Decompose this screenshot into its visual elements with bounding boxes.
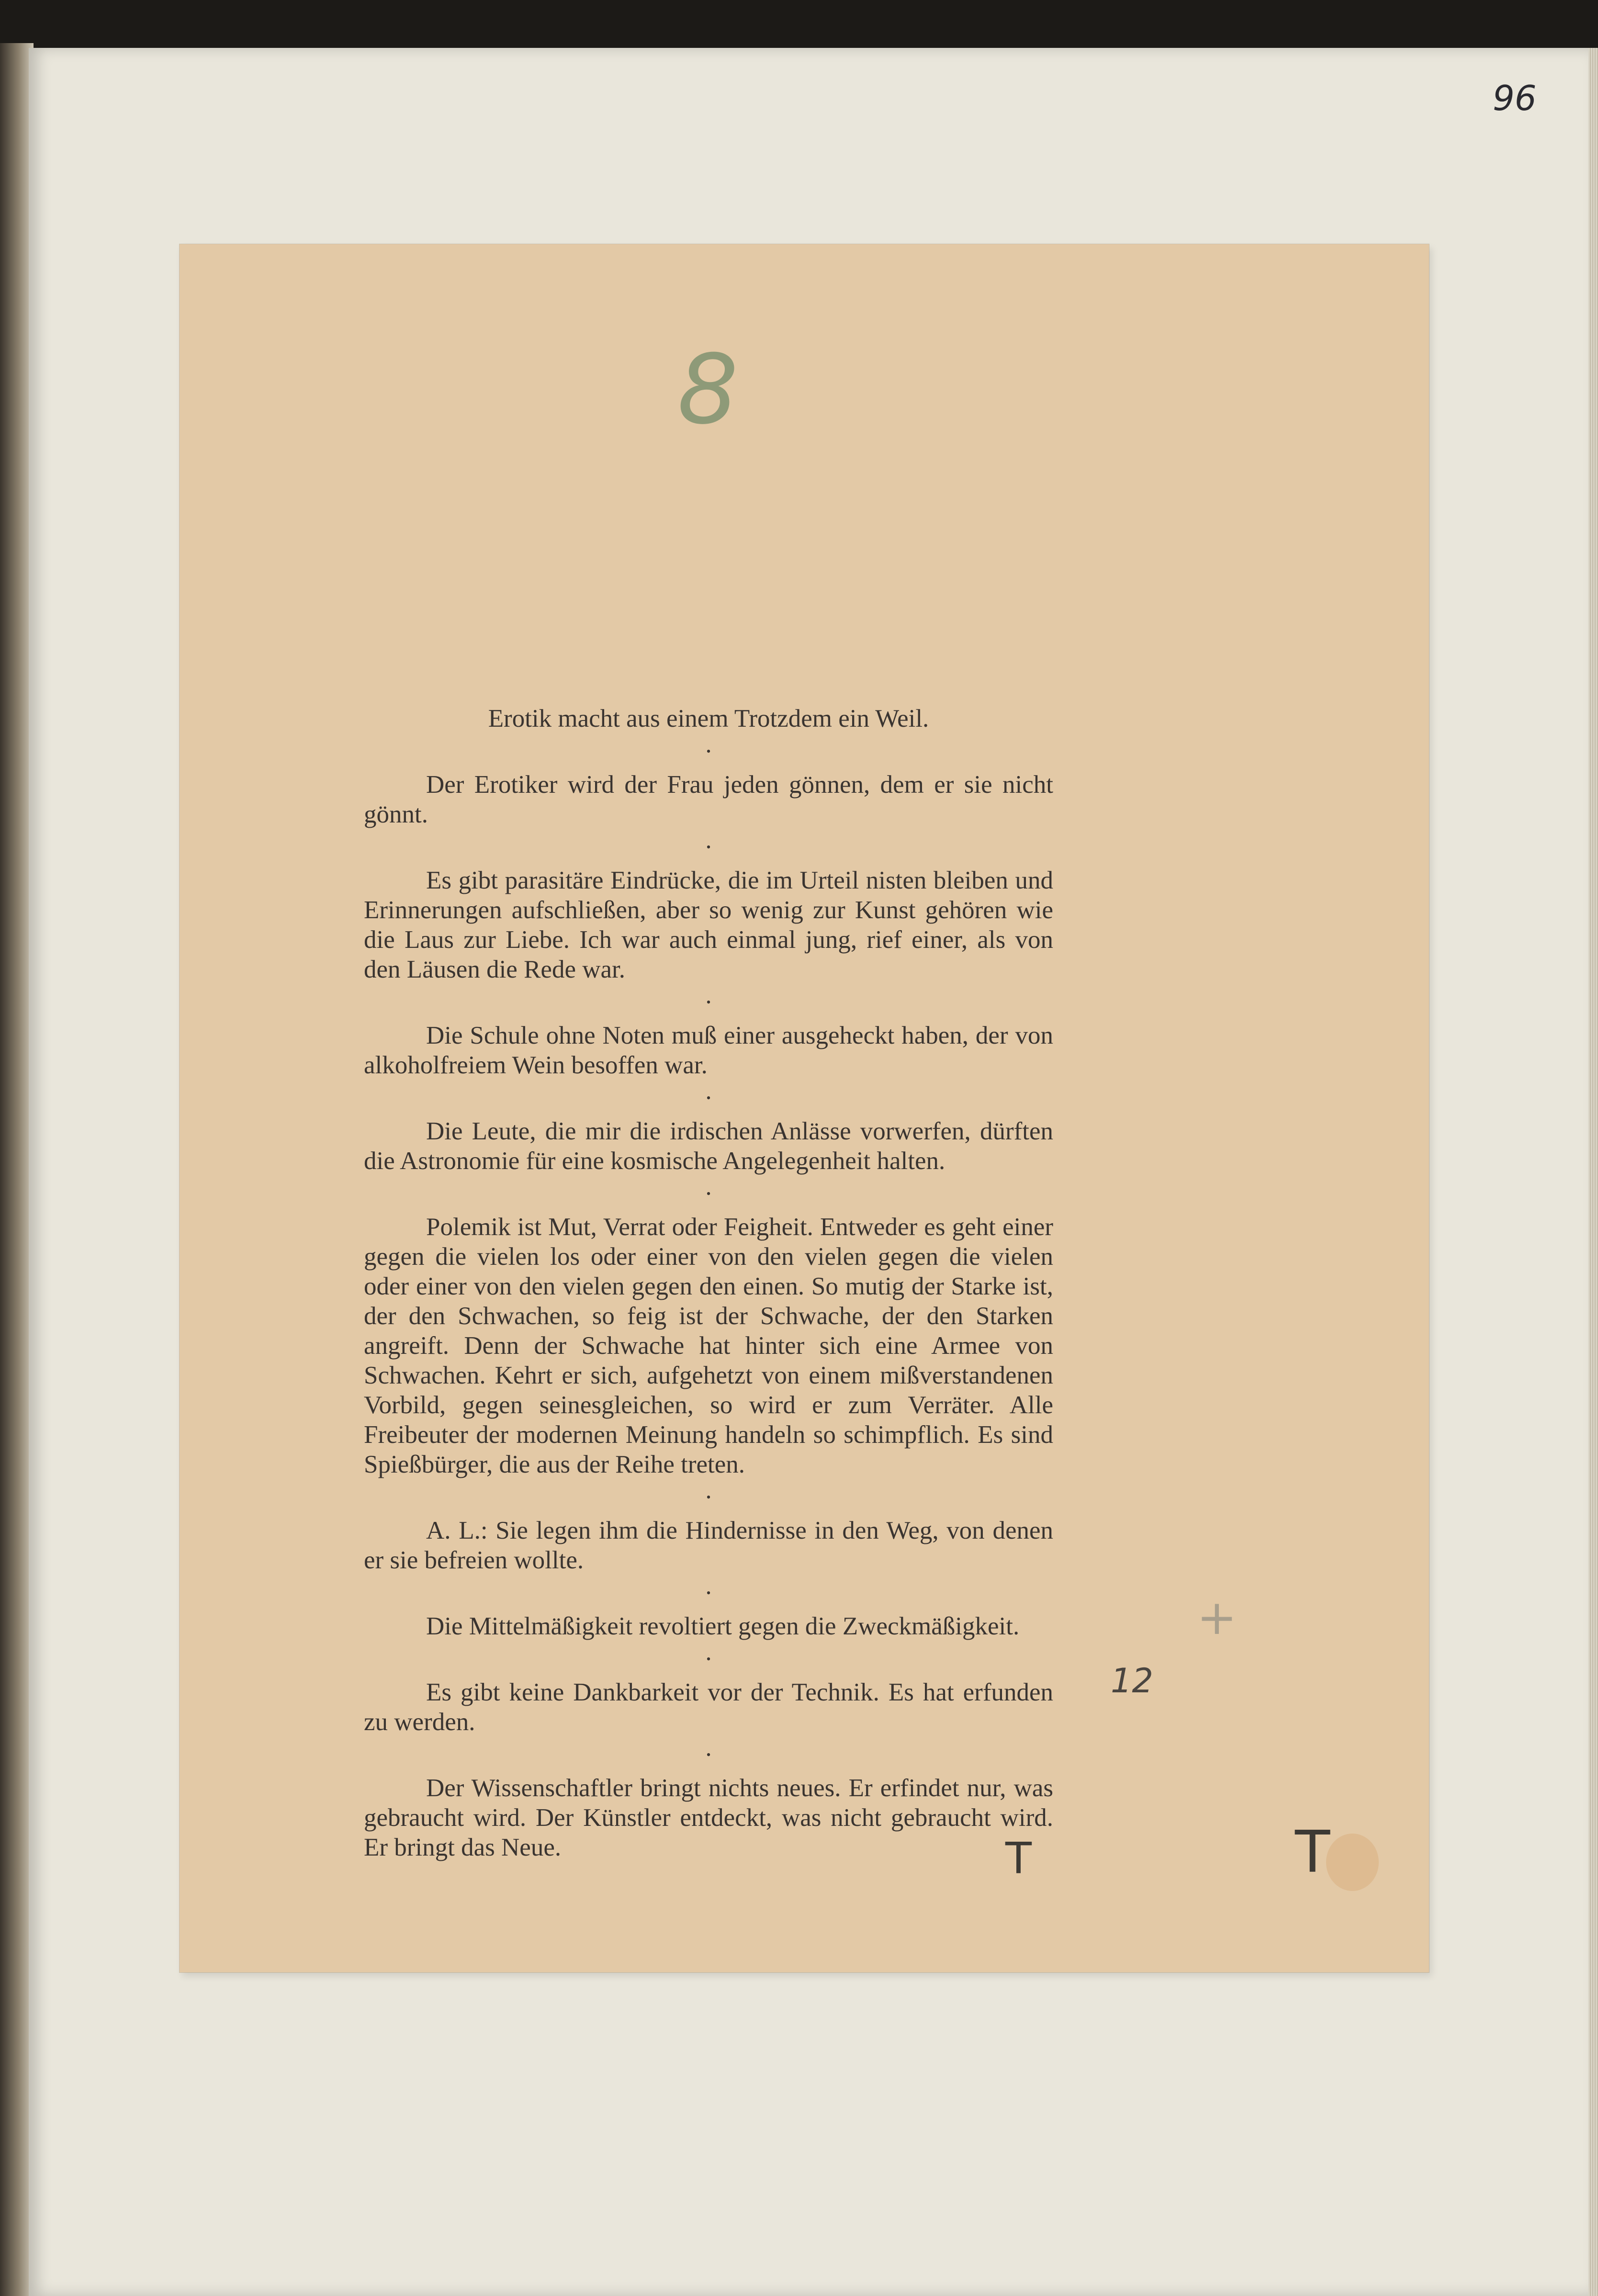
aphorism-text-block bbox=[364, 704, 1053, 1862]
aphorism-4: Die Schule ohne Noten muß einer ausgeheckt haben, der von alkoholfreiem Wein besoffen war. bbox=[364, 1022, 1053, 1079]
aphorism-10: Der Wissenschaftler bringt nichts neues. Er erfindet nur, was gebraucht wird. Der Künstler entdeckt, was nicht gebraucht wird. Er bringt das Neue. bbox=[364, 1774, 1053, 1861]
aphorism-3: Es gibt parasitäre Eindrücke, die im Urteil nisten bleiben und Erinnerungen aufschließen, aber so wenig zur Kunst gehören wie die Laus zur Liebe. Ich war auch einmal jung, rief einer, als von den Läusen die Rede war. bbox=[364, 867, 1053, 983]
separator-dot bbox=[364, 984, 1053, 1021]
separator-dot bbox=[364, 1641, 1053, 1677]
pencil-insert-mark: T bbox=[1295, 1819, 1330, 1886]
aphorism-8: Die Mittelmäßigkeit revoltiert gegen die Zweckmäßigkeit. bbox=[426, 1612, 1020, 1640]
page-edge bbox=[1588, 48, 1598, 2296]
separator-dot bbox=[364, 1176, 1053, 1212]
separator-dot bbox=[364, 1737, 1053, 1773]
pencil-cross-mark: + bbox=[1197, 1589, 1237, 1645]
separator-dot bbox=[364, 829, 1053, 866]
separator-dot bbox=[364, 1575, 1053, 1611]
aphorism-9: Es gibt keine Dankbarkeit vor der Technik. Es hat erfunden zu werden. bbox=[364, 1678, 1053, 1736]
aphorism-7: A. L.: Sie legen ihm die Hindernisse in den Weg, von denen er sie befreien wollte. bbox=[364, 1517, 1053, 1574]
stain bbox=[1326, 1834, 1379, 1891]
separator-dot bbox=[364, 733, 1053, 770]
aphorism-2: Der Erotiker wird der Frau jeden gönnen, dem er sie nicht gönnt. bbox=[364, 771, 1053, 828]
separator-dot bbox=[364, 1479, 1053, 1516]
clipping-page-number: 8 bbox=[677, 334, 739, 446]
separator-dot bbox=[364, 1080, 1053, 1116]
pencil-insert-mark-inline: T bbox=[1005, 1834, 1032, 1884]
aphorism-1: Erotik macht aus einem Trotzdem ein Weil. bbox=[488, 705, 929, 732]
folio-number: 96 bbox=[1493, 78, 1537, 118]
aphorism-5: Die Leute, die mir die irdischen Anlässe vorwerfen, dürften die Astronomie für eine kosmische Angelegenheit halten. bbox=[364, 1117, 1053, 1175]
pencil-margin-note: 12 bbox=[1111, 1661, 1154, 1700]
aphorism-6: Polemik ist Mut, Verrat oder Feigheit. Entweder es geht einer gegen die vielen los oder einer von den vielen gegen die vielen oder einer von den vielen gegen den einen. So mutig der Starke ist, der den Schwachen, so feig ist der Schwache, der den Starken angreift. Denn der Schwache hat hinter sich eine Armee von Schwachen. Kehrt er sich, aufgehetzt von einem mißverstandenen Vorbild, gegen seinesgleichen, so wird er zum Verräter. Alle Freibeuter der modernen Meinung handeln so schimpflich. Es sind Spießbürger, die aus der Reihe treten. bbox=[364, 1213, 1053, 1478]
